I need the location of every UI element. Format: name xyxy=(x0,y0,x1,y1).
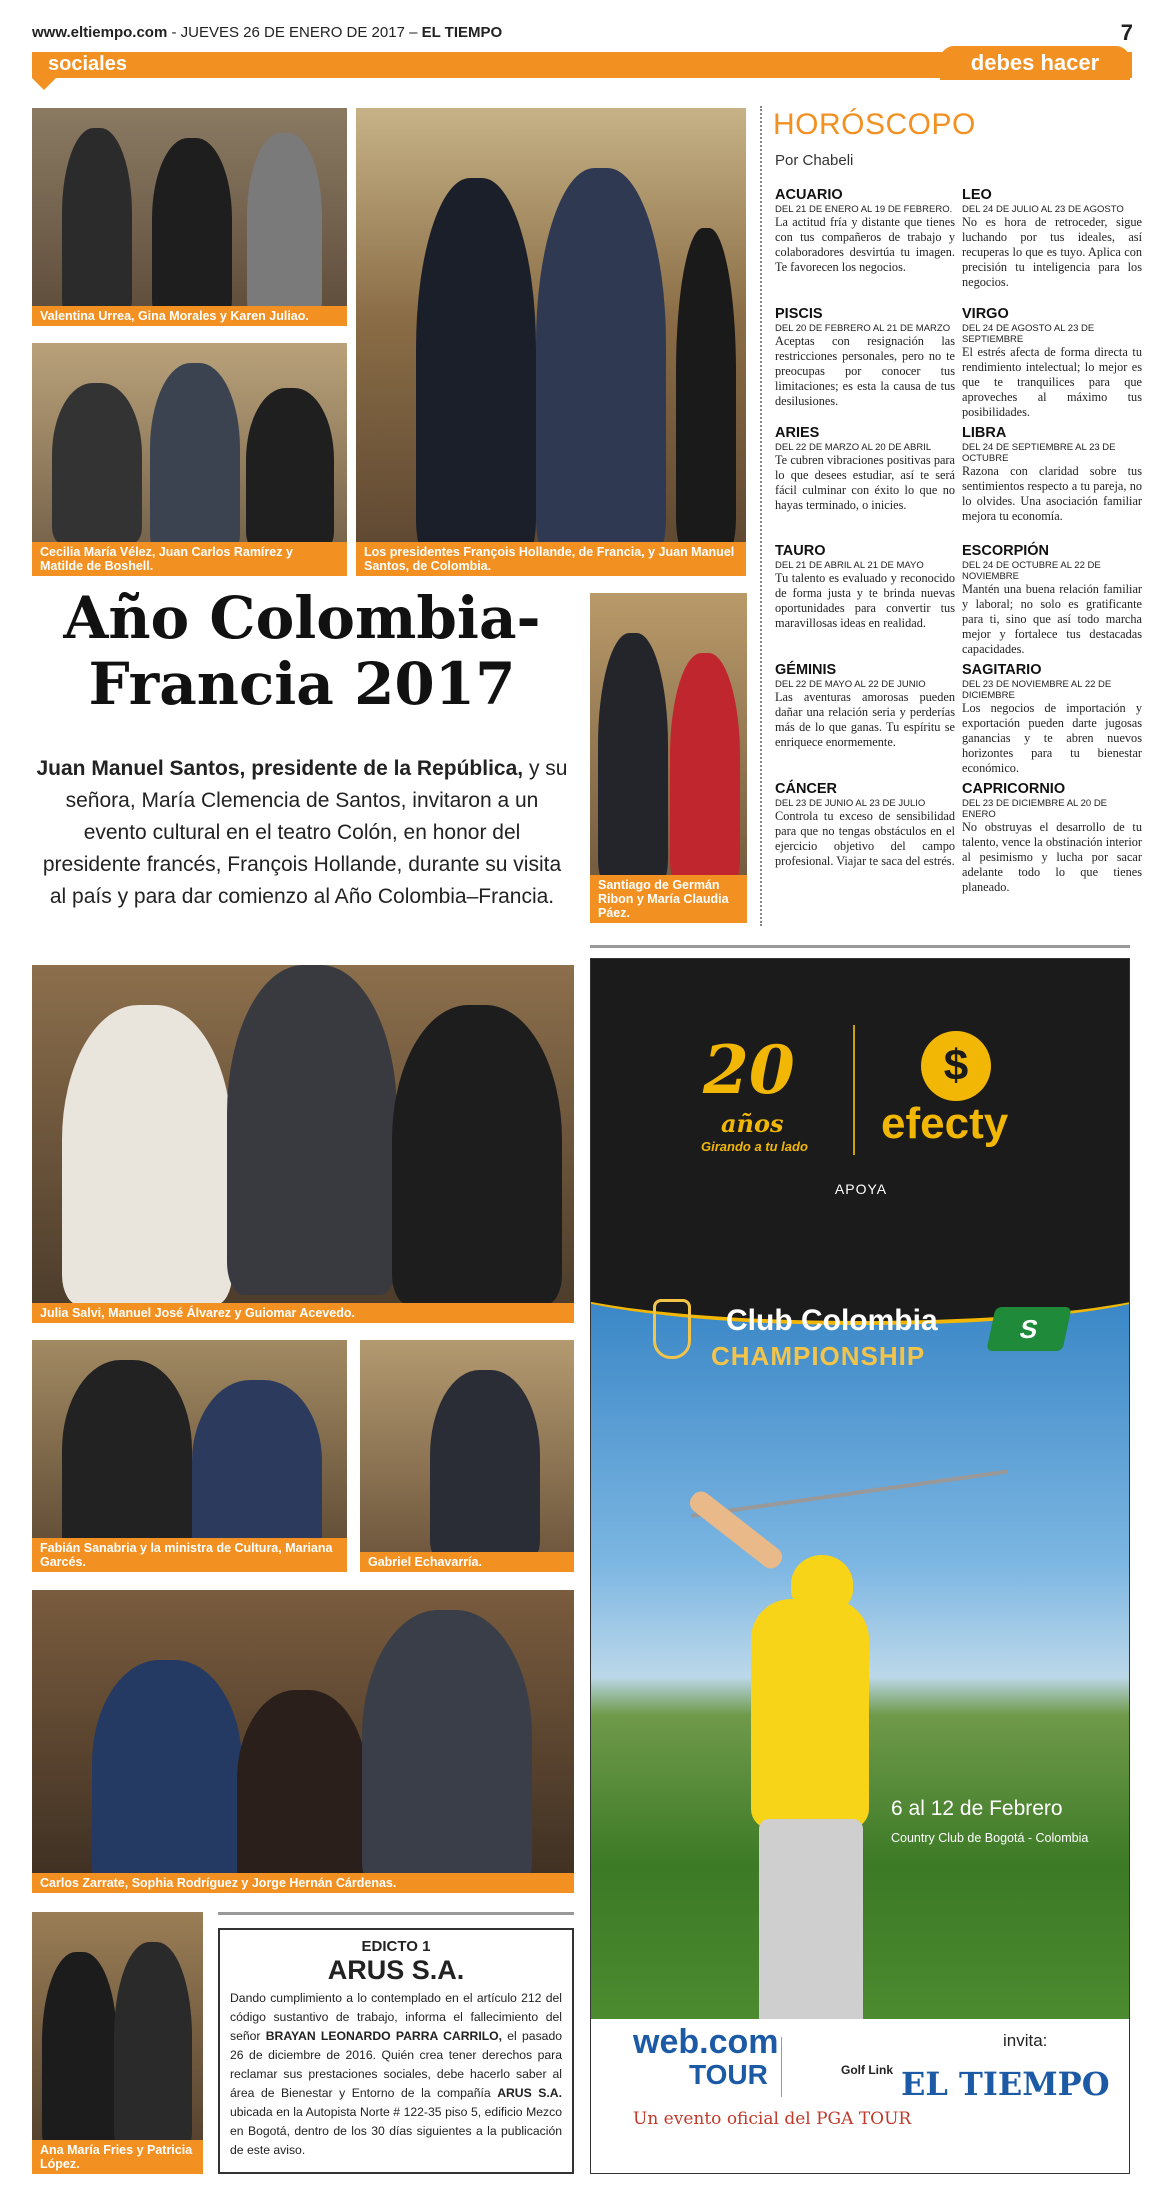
photo-caption: Cecilia María Vélez, Juan Carlos Ramírez y Matilde de Boshell. xyxy=(32,542,347,576)
sign-text: Los negocios de importación y exportación pueden darte jugosas ganancias y te abren nuevos horizontes para tu bienestar económico. xyxy=(962,701,1142,775)
notice-body xyxy=(230,1989,562,2160)
horoscope-sign xyxy=(775,781,955,869)
header-sep: - xyxy=(167,24,181,41)
sign-dates: DEL 20 DE FEBRERO AL 21 DE MARZO xyxy=(775,323,951,334)
sign-name: LIBRA xyxy=(962,425,1007,441)
anniversary-word: años xyxy=(721,1109,784,1138)
section-label: sociales xyxy=(48,53,127,75)
horoscope-divider xyxy=(760,106,762,926)
ad-footer-divider xyxy=(781,2037,782,2097)
person-figure xyxy=(62,128,132,318)
efecty-coin-icon: $ xyxy=(921,1031,991,1101)
photo-couple xyxy=(590,593,747,923)
person-figure xyxy=(392,1005,562,1305)
person-figure xyxy=(114,1942,192,2152)
golf-link-logo: Golf Link xyxy=(841,2063,893,2077)
sign-name: LEO xyxy=(962,187,992,203)
person-figure xyxy=(416,178,536,558)
horoscope-sign xyxy=(962,662,1142,776)
sign-name: PISCIS xyxy=(775,306,823,322)
page-number: 7 xyxy=(1120,20,1133,45)
event-name: Club Colombia xyxy=(726,1304,938,1337)
sponsor-logo-icon: S xyxy=(986,1307,1071,1351)
brand-name: efecty xyxy=(881,1099,1009,1148)
notice-company: ARUS S.A. xyxy=(327,1955,465,1985)
sign-name: VIRGO xyxy=(962,306,1009,322)
ad-divider xyxy=(853,1025,855,1155)
header-sep: – xyxy=(404,24,422,41)
sign-text: Te cubren vibraciones positivas para lo que desees estudiar, así te será fácil culminar con éxito lo que no hayas terminado, o inicies. xyxy=(775,453,955,512)
horoscope-title: HORÓSCOPO xyxy=(773,108,976,141)
section-rule xyxy=(218,1912,574,1915)
sign-text: Las aventuras amorosas pueden dañar una relación seria y perderías más de lo que ganas. Tu espíritu se enriquece enormemente. xyxy=(775,690,955,749)
photo-guests-3 xyxy=(32,965,574,1323)
photo-caption: Santiago de Germán Ribon y María Claudia Páez. xyxy=(590,875,747,923)
sign-text: No es hora de retroceder, sigue luchando por tus ideales, así recuperas lo que es tuyo. Aplica con precisión tu inteligencia para los negocios. xyxy=(962,215,1142,289)
person-figure xyxy=(152,138,232,318)
legal-notice xyxy=(218,1928,574,2174)
anniversary-number: 20 xyxy=(703,1031,795,1109)
horoscope-sign xyxy=(775,306,955,409)
article-lead xyxy=(36,753,568,913)
web-com-logo: web.com xyxy=(633,2023,779,2061)
sign-name: ACUARIO xyxy=(775,187,843,203)
person-figure xyxy=(92,1660,242,1890)
photo-guests-1 xyxy=(32,108,347,326)
photo-guests-7 xyxy=(32,1912,203,2174)
sign-text: Tu talento es evaluado y reconocido de forma justa y te brinda nuevas oportunidades para convertir tus maravillosas ideas en realidad. xyxy=(775,571,955,630)
sign-dates: DEL 22 DE MARZO AL 20 DE ABRIL xyxy=(775,442,932,453)
horoscope-sign xyxy=(775,187,955,275)
person-figure xyxy=(237,1690,367,1890)
person-figure xyxy=(246,388,334,548)
sign-name: TAURO xyxy=(775,543,826,559)
photo-caption: Julia Salvi, Manuel José Álvarez y Guiomar Acevedo. xyxy=(32,1303,574,1323)
photo-guests-4 xyxy=(32,1340,347,1572)
sign-text: La actitud fría y distante que tienes con tus compañeros de trabajo y colaboradores desvirtúa tu imagen. Te favorecen los negocios. xyxy=(775,215,955,274)
anniversary-tagline: Girando a tu lado xyxy=(701,1139,808,1154)
site-url[interactable]: www.eltiempo.com xyxy=(32,24,168,41)
title-line: Año Colombia- xyxy=(63,584,541,652)
photo-guests-2 xyxy=(32,343,347,576)
sign-dates: DEL 22 DE MAYO AL 22 DE JUNIO xyxy=(775,679,926,690)
person-figure xyxy=(227,965,397,1295)
article-title xyxy=(32,585,572,717)
tour-logo: TOUR xyxy=(689,2059,768,2090)
event-dates: 6 al 12 de Febrero xyxy=(891,1797,1063,1820)
trophy-icon xyxy=(653,1299,691,1359)
header-date: JUEVES 26 DE ENERO DE 2017 xyxy=(180,24,405,41)
sign-dates: DEL 24 DE SEPTIEMBRE AL 23 DE OCTUBRE xyxy=(962,442,1116,464)
sign-text: No obstruyas el desarrollo de tu talento, vence la obstinación interior al pesimismo y lucha por sacar adelante todo lo que tienes planeado. xyxy=(962,820,1142,894)
support-label: APOYA xyxy=(834,1181,888,1197)
sign-name: CÁNCER xyxy=(775,781,838,797)
horoscope-sign xyxy=(962,425,1142,524)
person-figure xyxy=(42,1952,117,2152)
horoscope-sign xyxy=(962,781,1142,895)
sign-text: Mantén una buena relación familiar y laboral; no solo es gratificante para ti, sino que así todo marcha mejor y fortalece tus destacadas capacidades. xyxy=(962,582,1142,656)
notice-person: BRAYAN LEONARDO PARRA CARRILO, xyxy=(265,2029,503,2043)
person-figure xyxy=(598,633,668,883)
person-figure xyxy=(430,1370,540,1560)
pga-official-line: Un evento oficial del PGA TOUR xyxy=(633,2109,912,2129)
event-subtitle: CHAMPIONSHIP xyxy=(711,1341,926,1371)
photo-presidents xyxy=(356,108,746,576)
sign-text: Aceptas con resignación las restricciones personales, pero no te preocupas por conocer tus limitaciones; es esta la causa de tus desilusiones. xyxy=(775,334,955,408)
sign-name: ARIES xyxy=(775,425,820,441)
section-band-notch xyxy=(32,78,56,90)
person-figure xyxy=(676,228,736,548)
horoscope-sign xyxy=(962,543,1142,657)
sign-dates: DEL 24 DE OCTUBRE AL 22 DE NOVIEMBRE xyxy=(962,560,1101,582)
sign-text: Razona con claridad sobre tus sentimientos respecto a tu pareja, no lo olvides. Una asociación familiar mejora tu economía. xyxy=(962,464,1142,523)
header-line xyxy=(32,24,502,41)
notice-company-inline: ARUS S.A. xyxy=(497,2086,562,2100)
sign-name: SAGITARIO xyxy=(962,662,1042,678)
el-tiempo-logo: EL TIEMPO xyxy=(901,2065,1110,2103)
horoscope-byline: Por Chabeli xyxy=(775,152,854,169)
photo-caption: Los presidentes François Hollande, de Francia, y Juan Manuel Santos, de Colombia. xyxy=(356,542,746,576)
sign-dates: DEL 23 DE NOVIEMBRE AL 22 DE DICIEMBRE xyxy=(962,679,1112,701)
horoscope-sign xyxy=(775,543,955,631)
sign-dates: DEL 24 DE JULIO AL 23 DE AGOSTO xyxy=(962,204,1124,215)
sign-name: CAPRICORNIO xyxy=(962,781,1066,797)
person-figure xyxy=(536,168,666,558)
invites-label: invita: xyxy=(1003,2031,1048,2050)
section-rule xyxy=(590,945,1130,948)
notice-text: ubicada en la Autopista Norte # 122-35 piso 5, edificio Mezco en Bogotá, dentro de los 30 días siguientes a la publicación de este aviso. xyxy=(230,2105,562,2157)
photo-guest-5 xyxy=(360,1340,574,1572)
sign-dates: DEL 23 DE JUNIO AL 23 DE JULIO xyxy=(775,798,926,809)
person-figure xyxy=(52,383,142,543)
golfer-shirt xyxy=(751,1599,869,1829)
newspaper-name: EL TIEMPO xyxy=(421,24,503,41)
sign-dates: DEL 24 DE AGOSTO AL 23 DE SEPTIEMBRE xyxy=(962,323,1095,345)
title-line: Francia 2017 xyxy=(88,650,516,718)
sign-text: Controla tu exceso de sensibilidad para que no tengas obstáculos en el ejercicio objetivo del campo profesional. Viajar te saca del estrés. xyxy=(775,809,955,868)
photo-caption: Gabriel Echavarría. xyxy=(360,1552,574,1572)
person-figure xyxy=(362,1610,532,1890)
advertisement[interactable] xyxy=(590,958,1130,2174)
photo-guests-6 xyxy=(32,1590,574,1893)
golfer-pants xyxy=(759,1819,863,2049)
lead-text: y su señora, María Clemencia de Santos, invitaron a un evento cultural en el teatro Colón, en honor del presidente francés, François Hollande, durante su visita al país y para dar comienzo al Año Colombia–Francia. xyxy=(42,757,568,908)
photo-caption: Carlos Zarrate, Sophia Rodríguez y Jorge Hernán Cárdenas. xyxy=(32,1873,574,1893)
notice-label: EDICTO 1 xyxy=(361,1938,431,1955)
person-figure xyxy=(62,1360,192,1560)
horoscope-sign xyxy=(962,187,1142,290)
horoscope-sign xyxy=(775,425,955,513)
notice-text: el pasado 26 de diciembre de 2016. Quién crea tener derechos para reclamar sus prestaciones sociales, debe hacerlo saber al área de Bienestar y Entorno de la compañía xyxy=(230,2029,563,2100)
photo-caption: Valentina Urrea, Gina Morales y Karen Juliao. xyxy=(32,306,347,326)
notice-text: Dando cumplimiento a lo contemplado en el artículo 212 del código sustantivo de trabajo, informa el fallecimiento del señor xyxy=(230,1991,562,2043)
sign-dates: DEL 23 DE DICIEMBRE AL 20 DE ENERO xyxy=(962,798,1108,820)
section-tab: debes hacer xyxy=(940,46,1130,80)
person-figure xyxy=(192,1380,322,1560)
person-figure xyxy=(670,653,740,883)
horoscope-sign xyxy=(962,306,1142,420)
lead-bold: Juan Manuel Santos, presidente de la República, xyxy=(36,757,524,780)
sign-dates: DEL 21 DE ABRIL AL 21 DE MAYO xyxy=(775,560,924,571)
sign-dates: DEL 21 DE ENERO AL 19 DE FEBRERO. xyxy=(775,204,953,215)
sign-name: GÉMINIS xyxy=(775,662,837,678)
sign-text: El estrés afecta de forma directa tu rendimiento intelectual; lo mejor es que te tranquilices para que aproveches al máximo tus posibilidades. xyxy=(962,345,1142,419)
event-place: Country Club de Bogotá - Colombia xyxy=(891,1831,1089,1845)
horoscope-sign xyxy=(775,662,955,750)
ad-header xyxy=(591,959,1130,1259)
photo-caption: Fabián Sanabria y la ministra de Cultura, Mariana Garcés. xyxy=(32,1538,347,1572)
person-figure xyxy=(247,133,322,318)
person-figure xyxy=(150,363,240,553)
person-figure xyxy=(62,1005,232,1305)
photo-caption: Ana María Fries y Patricia López. xyxy=(32,2140,203,2174)
sign-name: ESCORPIÓN xyxy=(962,543,1050,559)
